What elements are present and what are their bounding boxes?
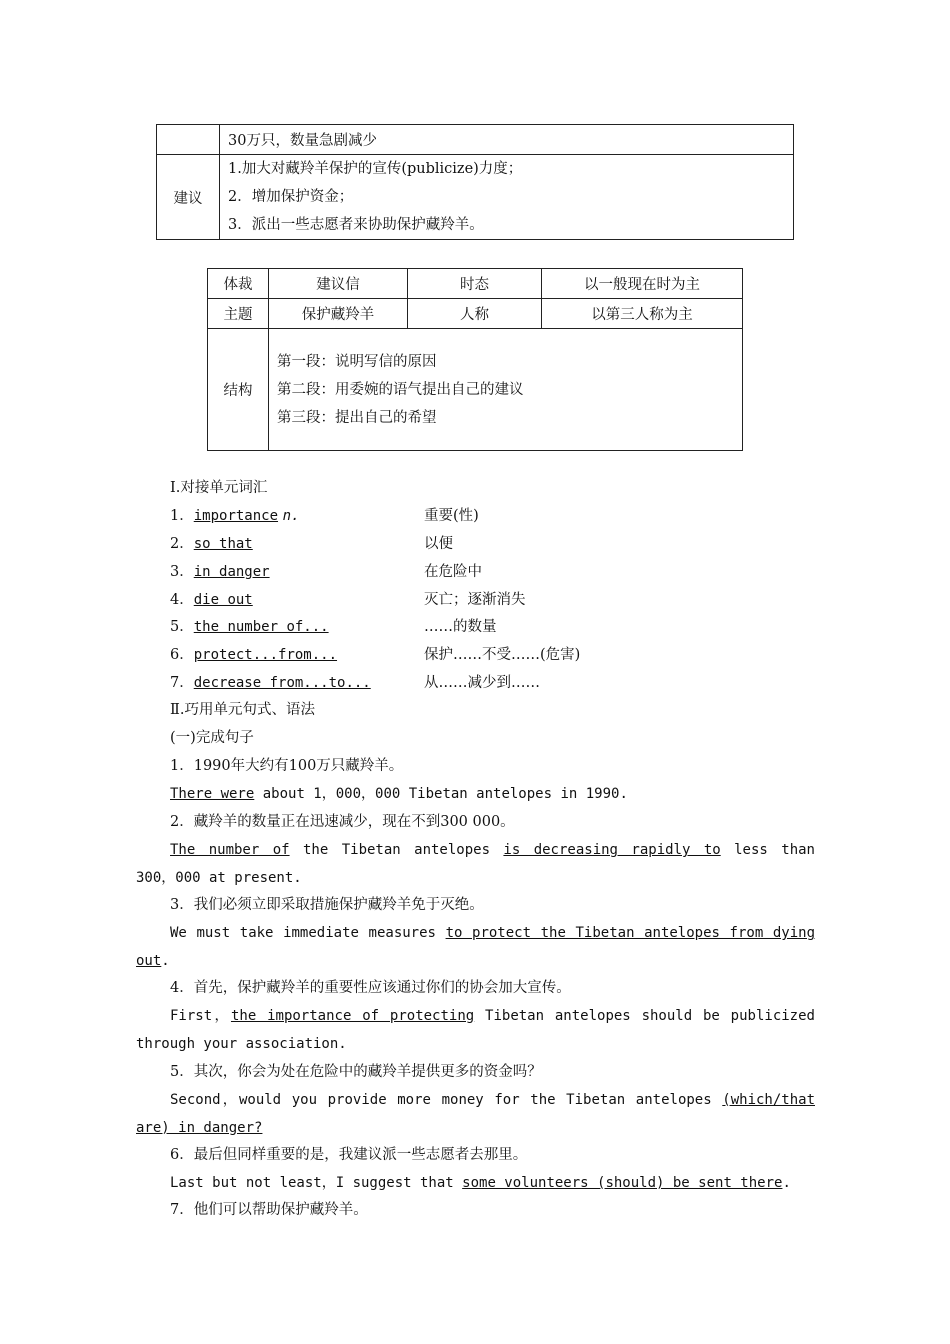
sentence-cn: 2．藏羚羊的数量正在迅速减少，现在不到300 000。 (170, 814, 515, 830)
sentence-en: We must take immediate measures to protect the Tibetan antelopes from dying (170, 925, 816, 941)
sentence-en-cont: through your association. (136, 1036, 347, 1052)
structure-label: 结构 (208, 329, 269, 451)
theme-value: 保护藏羚羊 (269, 299, 408, 329)
sentence-en: Last but not least，I suggest that some volunteers (should) be sent there. (170, 1175, 791, 1191)
section2-subtitle: (一)完成句子 (170, 730, 254, 746)
vocab-meaning: 灭亡；逐渐消失 (424, 592, 526, 608)
sentence-cn: 6．最后但同样重要的是，我建议派一些志愿者去那里。 (170, 1147, 528, 1163)
table1-suggestion-label: 建议 (157, 155, 220, 240)
structure-line: 第三段：提出自己的希望 (277, 409, 437, 426)
genre-value: 建议信 (269, 269, 408, 299)
sentence-en-cont: 300，000 at present. (136, 870, 302, 886)
sentence-en: There were about 1，000，000 Tibetan antelopes in 1990. (170, 786, 628, 802)
sentence-en-cont: out. (136, 953, 170, 969)
vocab-meaning: 保护……不受……(危害) (424, 647, 581, 663)
vocab-term: protect...from... (193, 647, 338, 663)
sentence-en: The number of the Tibetan antelopes is decreasing rapidly to less than (170, 842, 815, 858)
suggestion-line: 2．增加保护资金； (228, 189, 354, 205)
suggestion-table (156, 124, 794, 240)
suggestion-line: 3．派出一些志愿者来协助保护藏羚羊。 (228, 217, 484, 233)
sentence-en: Second，would you provide more money for the Tibetan antelopes (which/that (170, 1092, 815, 1108)
structure-line: 第二段：用委婉的语气提出自己的建议 (277, 381, 524, 398)
tense-value: 以一般现在时为主 (542, 269, 743, 299)
person-value: 以第三人称为主 (542, 299, 743, 329)
table1-empty-label (157, 125, 220, 155)
sentence-en-cont: are) in danger? (136, 1120, 263, 1136)
vocab-meaning: 从……减少到…… (424, 675, 540, 691)
theme-label: 主题 (208, 299, 269, 329)
table1-row1-content: 30万只，数量急剧减少 (220, 125, 794, 155)
suggestion-line: 1.加大对藏羚羊保护的宣传(publicize)力度； (228, 161, 523, 177)
structure-line: 第一段：说明写信的原因 (277, 353, 437, 370)
vocab-meaning: 在危险中 (424, 564, 482, 580)
sentence-cn: 7．他们可以帮助保护藏羚羊。 (170, 1202, 368, 1218)
section2-title: Ⅱ.巧用单元句式、语法 (170, 702, 315, 718)
vocab-meaning: 以便 (424, 536, 453, 552)
vocab-term: die out (193, 592, 253, 608)
vocab-meaning: 重要(性) (424, 508, 479, 524)
sentence-en: First，the importance of protecting Tibetan antelopes should be publicized (170, 1008, 815, 1024)
vocab-term: so that (193, 536, 253, 552)
vocab-term: decrease from...to... (193, 675, 371, 691)
person-label: 人称 (408, 299, 542, 329)
vocab-meaning: ……的数量 (424, 619, 497, 635)
structure-content (269, 329, 743, 451)
vocab-term: importance (193, 508, 279, 524)
section1-title: Ⅰ.对接单元词汇 (170, 480, 268, 496)
sentence-cn: 4．首先，保护藏羚羊的重要性应该通过你们的协会加大宣传。 (170, 980, 571, 996)
genre-label: 体裁 (208, 269, 269, 299)
vocab-term: the number of... (193, 619, 329, 635)
tense-label: 时态 (408, 269, 542, 299)
table1-suggestion-content (220, 155, 794, 240)
sentence-cn: 5．其次，你会为处在危险中的藏羚羊提供更多的资金吗？ (170, 1064, 542, 1080)
vocab-term: in danger (193, 564, 270, 580)
sentence-cn: 3．我们必须立即采取措施保护藏羚羊免于灭绝。 (170, 897, 484, 913)
sentence-cn: 1．1990年大约有100万只藏羚羊。 (170, 758, 404, 774)
writing-plan-table (207, 268, 743, 451)
